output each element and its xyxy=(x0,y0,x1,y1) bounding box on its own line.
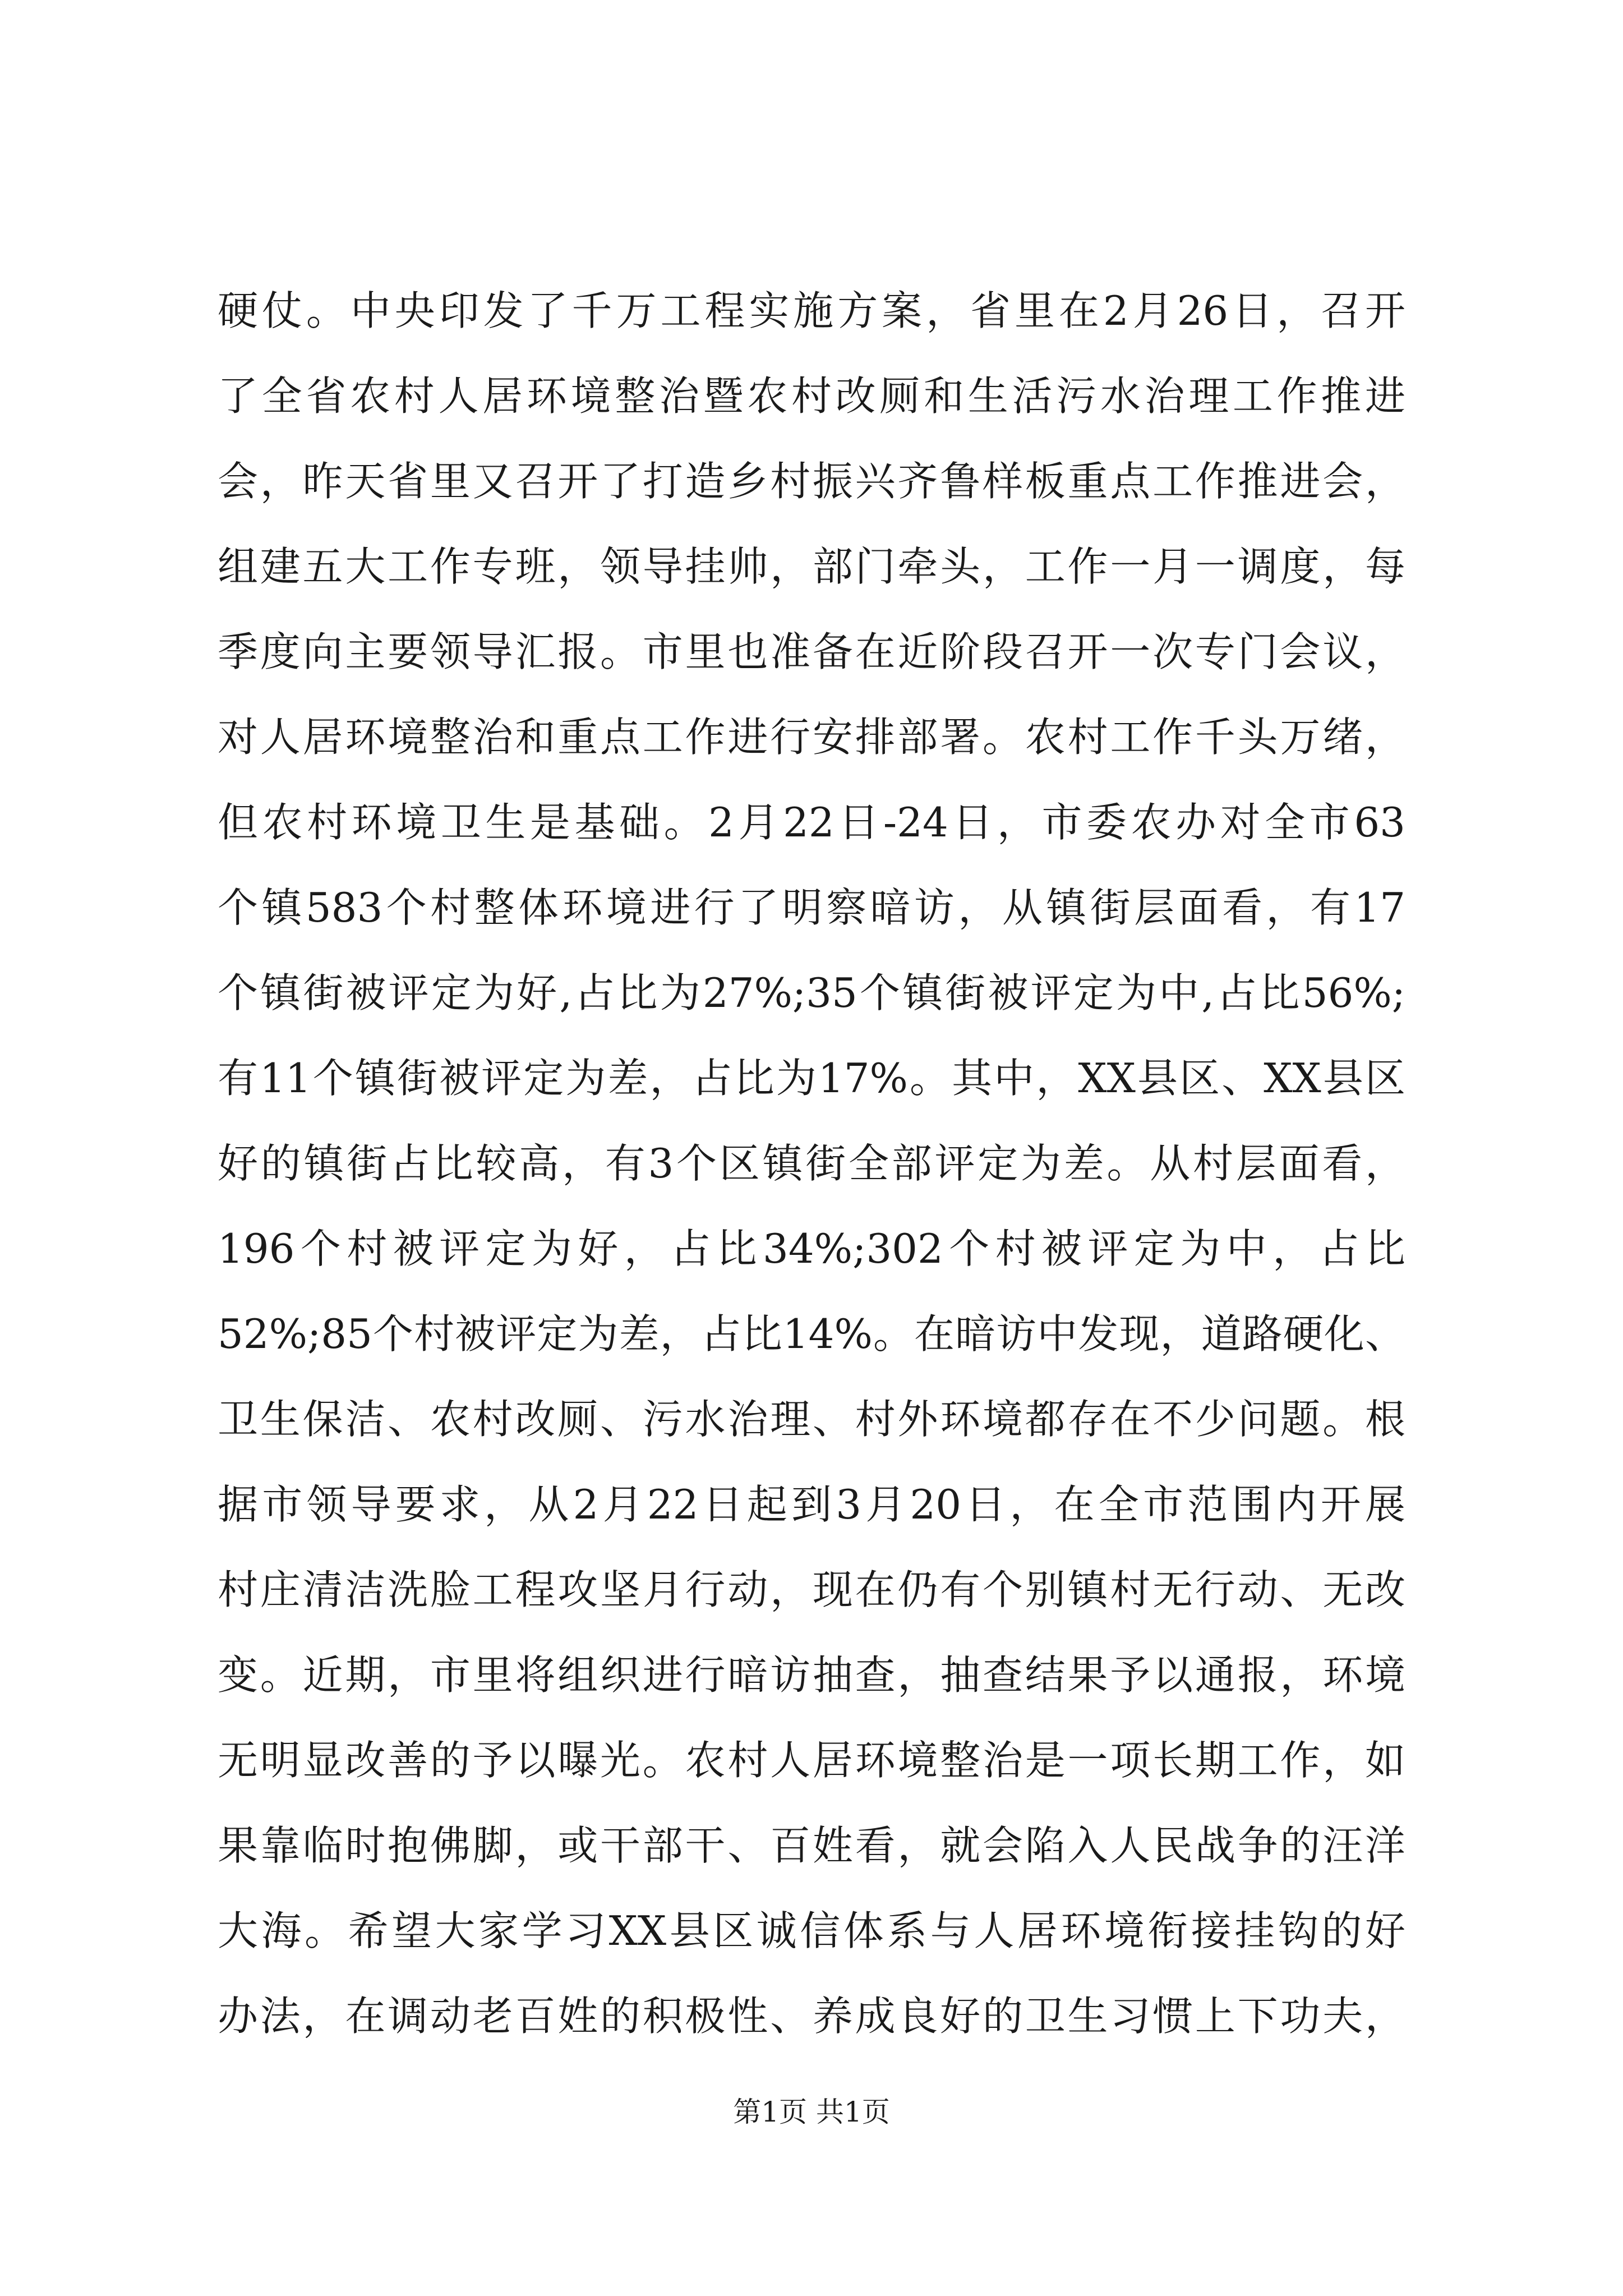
text-line: 果靠临时抱佛脚，或干部干、百姓看，就会陷入人民战争的汪洋 xyxy=(218,1822,1405,1869)
text-line: 对人居环境整治和重点工作进行安排部署。农村工作千头万绪， xyxy=(218,714,1405,761)
text-line: 组建五大工作专班，领导挂帅，部门牵头，工作一月一调度，每 xyxy=(218,543,1405,590)
text-line: 但农村环境卫生是基础。2月22日-24日，市委农办对全市63 xyxy=(218,799,1405,846)
text-line: 有11个镇街被评定为差，占比为17%。其中，XX县区、XX县区 xyxy=(218,1055,1405,1102)
page-number-footer: 第1页 共1页 xyxy=(733,2096,890,2128)
text-line: 会，昨天省里又召开了打造乡村振兴齐鲁样板重点工作推进会， xyxy=(218,458,1405,505)
text-line: 好的镇街占比较高，有3个区镇街全部评定为差。从村层面看， xyxy=(218,1140,1405,1187)
text-line: 个镇街被评定为好,占比为27%;35个镇街被评定为中,占比56%; xyxy=(218,969,1405,1016)
text-line: 硬仗。中央印发了千万工程实施方案，省里在2月26日，召开 xyxy=(218,287,1405,334)
text-line: 卫生保洁、农村改厕、污水治理、村外环境都存在不少问题。根 xyxy=(218,1396,1405,1443)
text-line: 村庄清洁洗脸工程攻坚月行动，现在仍有个别镇村无行动、无改 xyxy=(218,1566,1405,1613)
text-line: 无明显改善的予以曝光。农村人居环境整治是一项长期工作，如 xyxy=(218,1737,1405,1784)
text-line: 办法，在调动老百姓的积极性、养成良好的卫生习惯上下功夫， xyxy=(218,1993,1405,2040)
text-line: 196个村被评定为好，占比34%;302个村被评定为中，占比 xyxy=(218,1225,1405,1272)
text-line: 大海。希望大家学习XX县区诚信体系与人居环境衔接挂钩的好 xyxy=(218,1907,1405,1954)
text-line: 了全省农村人居环境整治暨农村改厕和生活污水治理工作推进 xyxy=(218,372,1405,420)
text-line: 52%;85个村被评定为差，占比14%。在暗访中发现，道路硬化、 xyxy=(218,1310,1405,1358)
text-line: 个镇583个村整体环境进行了明察暗访，从镇街层面看，有17 xyxy=(218,884,1405,931)
text-line: 季度向主要领导汇报。市里也准备在近阶段召开一次专门会议， xyxy=(218,628,1405,675)
text-line: 据市领导要求，从2月22日起到3月20日，在全市范围内开展 xyxy=(218,1481,1405,1528)
body-paragraph xyxy=(218,268,1405,2059)
text-line: 变。近期，市里将组织进行暗访抽查，抽查结果予以通报，环境 xyxy=(218,1651,1405,1699)
